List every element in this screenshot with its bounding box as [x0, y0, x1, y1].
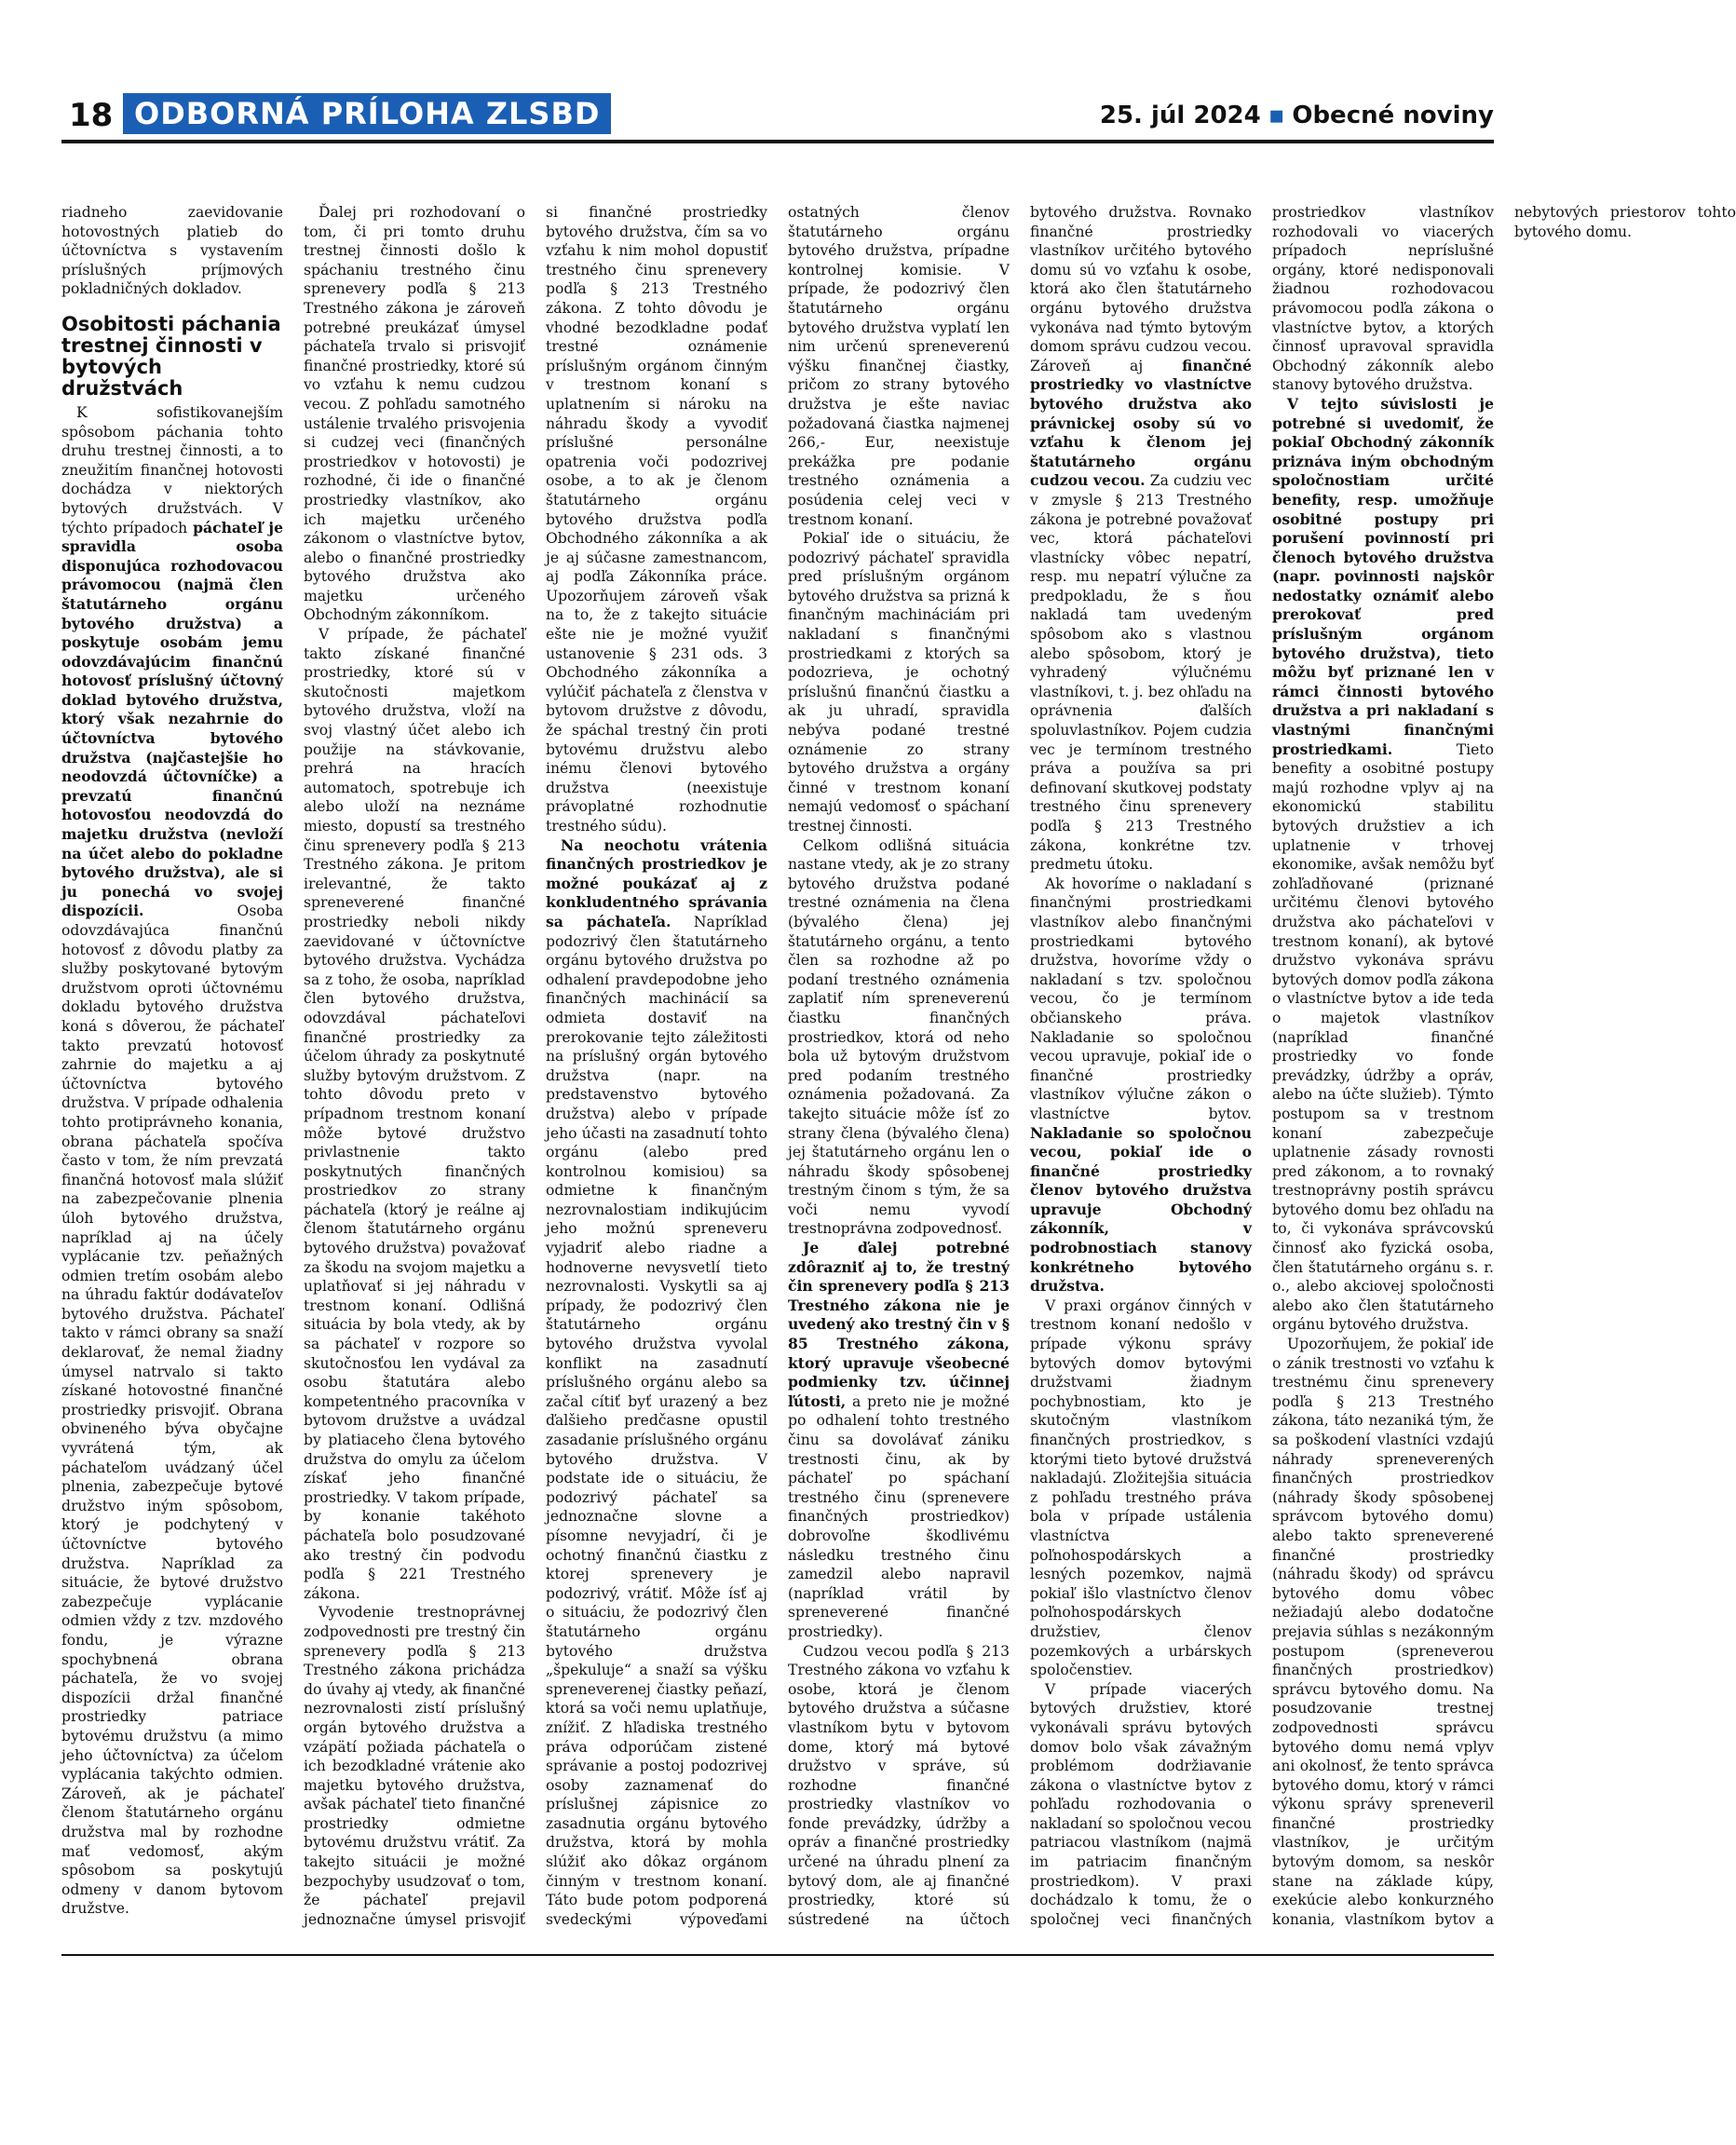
subheading: Osobitosti páchania trestnej činnosti v bytových družstvách — [61, 312, 281, 400]
separator-square-icon: ▪ — [1268, 102, 1285, 129]
paragraph: Upozorňujem, že pokiaľ ide o zánik trestnosti vo vzťahu k trestnému činu sprenevery podľa § 213 Trestného zákona, táto nezaniká tým, že sa poškodení vlastníci vzdajú náhrady spreneverených finančných prostriedkov (náhrady škody spôsobenej správcom bytového domu) alebo takto spreneverené finančné prostriedky (náhradu škody) od správcu bytového domu vôbec nežiadajú alebo dodatočne prejavia súhlas s nezákonným postupom (spreneverou finančných prostriedkov) správcu bytového domu. Na posudzovanie trestnej zodpovednosti správcu bytového domu nemá vplyv ani okolnosť, že tento správca bytového domu, ktorý v rámci výkonu správy spreneveril finančné prostriedky vlastníkov, je určitým bytovým domom, sa neskôr stane na základe kúpy, exekúcie alebo konkurzného konania, vlastníkom bytov a nebytových priestorov tohto bytového domu. — [1272, 204, 1736, 1928]
issue-date: 25. júl 2024 — [1099, 102, 1261, 129]
page-header — [61, 93, 1494, 140]
paragraph: Ak hovoríme o nakladaní s finančnými prostriedkami vlastníkov alebo finančnými prostriedkami bytového družstva, hovoríme vždy o nakladaní s tzv. spoločnou vecou, čo je termínom občianskeho práva. Nakladanie so spoločnou vecou upravuje, pokiaľ ide o finančné prostriedky vlastníkov výlučne zákon o vlastníctve bytov. Nakladanie so spoločnou vecou, pokiaľ ide o finančné prostriedky členov bytového družstva upravuje Obchodný zákonník, v podrobnostiach stanovy konkrétneho bytového družstva. — [1030, 875, 1252, 1296]
issue-info — [1100, 97, 1494, 134]
paragraph: V tejto súvislosti je potrebné si uvedomiť, že pokiaľ Obchodný zákonník priznáva iným obchodným spoločnostiam určité benefity, resp. umožňuje osobitné postupy pri porušení povinností pri členoch bytového družstva (napr. povinnosti najskôr nedostatky oznámiť alebo prerokovať pred príslušným orgánom bytového družstva), tieto môžu byť priznané len v rámci činnosti bytového družstva a pri nakladaní s vlastnými finančnými prostriedkami. Tieto benefity a osobitné postupy majú rozhodne vplyv aj na ekonomickú stabilitu bytových družstiev a ich uplatnenie v trhovej ekonomike, avšak nemôžu byť zohľadňované (priznané určitému členovi bytového družstva ako páchateľovi v trestnom konaní), ak bytové družstvo vykonáva správu bytových domov podľa zákona o vlastníctve bytov a ide teda o majetok vlastníkov (napríklad finančné prostriedky vo fonde prevádzky, údržby a opráv, alebo na účte služieb). Týmto postupom sa v trestnom konaní zabezpečuje uplatnenie zásady rovnosti pred zákonom, a to rovnaký trestnoprávny postih správcu bytového domu bez ohľadu na to, či vykonáva správcovskú činnosť ako fyzická osoba, člen štatutárneho orgánu s. r. o., alebo akciovej spoločnosti alebo ako člen štatutárneho orgánu bytového družstva. — [1272, 394, 1494, 1334]
section-label: ODBORNÁ PRÍLOHA ZLSBD — [123, 93, 611, 134]
page-number: 18 — [69, 97, 114, 134]
paragraph: K sofistikovanejším spôsobom páchania tohto druhu trestnej činnosti, a to zneužitím finančnej hotovosti dochádza v niektorých bytových družstvách. V týchto prípadoch páchateľ je spravidla osoba disponujúca rozhodovacou právomocou (najmä člen štatutárneho orgánu bytového družstva) a poskytuje osobám jemu odovzdávajúcim finančnú hotovosť príslušný účtovný doklad bytového družstva, ktorý však nezahrnie do účtovníctva bytového družstva (najčastejšie ho neodovzdá účtovníčke) a prevzatú finančnú hotovosťou neodovzdá do majetku družstva (nevloží na účet alebo do pokladne bytového družstva), ale si ju ponechá vo svojej dispozícii. Osoba odovzdávajúca finančnú hotovosť z dôvodu platby za služby poskytované bytovým družstvom oproti účtovnému dokladu bytového družstva koná s dôverou, že páchateľ takto prevzatú hotovosť zahrnie do majetku a aj účtovníctva bytového družstva. V prípade odhalenia tohto protiprávneho konania, obrana páchateľa spočíva často v tom, že ním prevzatá finančná hotovosť mala slúžiť na zabezpečovanie plnenia úloh bytového družstva, napríklad aj na účely vyplácanie tzv. peňažných odmien tretím osobám alebo na úhradu faktúr dodávateľov bytového družstva. Páchateľ takto v rámci obrany sa snaží deklarovať, že nemal žiadny úmysel natrvalo si takto získané hotovostné finančné prostriedky prisvojiť. Obrana obvineného býva obyčajne vyvrátená tým, ak páchateľom uvádzaný účel plnenia, zabezpečuje bytové družstvo iným spôsobom, ktorý je podchytený v účtovníctve bytového družstva. Napríklad za situácie, že bytové družstvo zabezpečuje vyplácanie odmien vždy z tzv. mzdového fondu, je výrazne spochybnená obrana páchateľa, že vo svojej dispozícii držal finančné prostriedky patriace bytovému družstvu (a mimo jeho účtovníctva) za účelom vyplácania takýchto odmien. Zároveň, ak je páchateľ členom štatutárneho orgánu družstva mal by rozhodne mať vedomosť, akým spôsobom sa poskytujú odmeny v danom bytovom družstve. — [61, 403, 283, 1918]
header-rule — [61, 140, 1494, 143]
paragraph: V prípade, že páchateľ takto získané finančné prostriedky, ktoré sú v skutočnosti majetkom bytového družstva, vloží na svoj vlastný účet alebo ich použije na stávkovanie, prehrá na hracích automatoch, spotrebuje ich alebo uloží na neznáme miesto, dopustí sa trestného činu sprenevery podľa § 213 Trestného zákona. Je pritom irelevantné, že takto spreneverené finančné prostriedky neboli nikdy zaevidované v účtovníctve bytového družstva. Vychádza sa z toho, že osoba, napríklad člen bytového družstva, odovzdával páchateľovi finančné prostriedky za účelom úhrady za poskytnuté služby bytovým družstvom. Z tohto dôvodu preto v prípadnom trestnom konaní môže bytové družstvo privlastnenie takto poskytnutých finančných prostriedkov zo strany páchateľa (ktorý je reálne aj členom štatutárneho orgánu bytového družstva) považovať za škodu na svojom majetku a uplatňovať si jej náhradu v trestnom konaní. Odlišná situácia by bola vtedy, ak by sa páchateľ v rozpore so skutočnosťou len vydával za osobu štatutára alebo kompetentného pracovníka v bytovom družstve a uvádzal by platiaceho člena bytového družstva do omylu za účelom získať jeho finančné prostriedky. V takom prípade, by konanie takéhoto páchateľa bolo posudzované ako trestný čin podvodu podľa § 221 Trestného zákona. — [304, 626, 525, 1602]
paragraph: Je ďalej potrebné zdôrazniť aj to, že trestný čin sprenevery podľa § 213 Trestného zákona nie je uvedený ako trestný čin v § 85 Trestného zákona, ktorý upravuje všeobecné podmienky tzv. účinnej ľútosti, a preto nie je možné po odhalení tohto trestného činu sa dovolávať zániku trestnosti činu, ak by páchateľ po spáchaní trestného činu (sprenevere finančných prostriedkov) dobrovoľne škodlivému následku trestného činu zamedzil alebo napravil (napríklad vrátil by spreneverené finančné prostriedky). — [788, 1239, 1010, 1640]
footer-rule — [61, 1954, 1494, 1956]
article-body — [61, 203, 1736, 1945]
paragraph: Celkom odlišná situácia nastane vtedy, ak je zo strany bytového družstva podané trestné oznámenia na člena (bývalého člena) jej štatutárneho orgánu, a tento člen sa rozhodne až po podaní trestného oznámenia zaplatiť ním spreneverenú čiastku finančných prostriedkov, ktorá od neho bola už bytovým družstvom pred podaním trestného oznámenia požadovaná. Za takejto situácie môže ísť zo strany člena (bývalého člena) jej štatutárneho orgánu len o náhradu škody spôsobenej trestným činom s tým, že sa voči nemu vyvodí trestnoprávna zodpovednosť. — [788, 836, 1010, 1238]
paragraph: Na neochotu vrátenia finančných prostriedkov je možné poukázať aj z konkludentného správania sa páchateľa. Napríklad podozrivý člen štatutárneho orgánu bytového družstva po odhalení pravdepodobne jeho finančných machinácií sa odmieta dostaviť na prerokovanie tejto záležitosti na príslušný orgán bytového družstva (napr. na predstavenstvo bytového družstva) alebo v prípade jeho účasti na zasadnutí tohto orgánu (alebo pred kontrolnou komisiou) sa odmietne k finančným nezrovnalostiam indikujúcim jeho možnú spreneveru vyjadriť alebo riadne a hodnoverne nevysvetlí tieto nezrovnalosti. Vyskytli sa aj prípady, že podozrivý člen štatutárneho orgánu bytového družstva vyvolal konflikt na zasadnutí príslušného orgánu alebo sa začal cítiť byť urazený a bez ďalšieho predčasne opustil zasadanie príslušného orgánu bytového družstva. V podstate ide o situáciu, že podozrivý páchateľ sa jednoznačne slovne a písomne nevyjadrí, či je ochotný finančnú čiastku z ktorej sprenevery je podozrivý, vrátiť. Môže ísť aj o situáciu, že podozrivý člen štatutárneho orgánu bytového družstva „špekuluje“ a snaží sa výšku spreneverenej čiastky peňazí, ktorá sa voči nemu uplatňuje, znížiť. Z hľadiska trestného práva odporúčam zistené správanie a postoj podozrivej osoby zaznamenať do príslušnej zápisnice zo zasadnutia orgánu bytového družstva, ktorá by mohla slúžiť ako dôkaz orgánom činným v trestnom konaní. Táto bude potom podporená svedeckými výpoveďami ostatných členov štatutárneho orgánu bytového družstva, prípadne kontrolnej komisie. V prípade, že podozrivý člen štatutárneho orgánu bytového družstva vyplatí len nim určenú spreneverenú výšku finančnej čiastky, pričom zo strany bytového družstva je ešte naviac požadovaná čiastka najmenej 266,- Eur, neexistuje prekážka pre podanie trestného oznámenia a posúdenia celej veci v trestnom konaní. — [546, 204, 1010, 1928]
publication-name: Obecné noviny — [1292, 102, 1494, 129]
paragraph: Pokiaľ ide o situáciu, že podozrivý páchateľ spravidla pred príslušným orgánom bytového družstva sa prizná k finančným machináciám pri nakladaní s finančnými prostriedkami z ktorých sa podozrieva, je ochotný príslušnú finančnú čiastku a ak ju uhradí, spravidla nebýva podané trestné oznámenie zo strany bytového družstva a orgány činné v trestnom konaní nemajú vedomosť o spáchaní trestnej činnosti. — [788, 530, 1010, 835]
paragraph: Cudzou vecou podľa § 213 Trestného zákona vo vzťahu k osobe, ktorá je členom bytového družstva a súčasne vlastníkom bytu v bytovom dome, ktorý má bytové družstvo v správe, sú rozhodne finančné prostriedky vlastníkov vo fonde prevádzky, údržby a opráv a finančné prostriedky určené na úhradu plnení za bytový dom, ale aj finančné prostriedky, ktoré sú sústredené na účtoch bytového družstva. Rovnako finančné prostriedky vlastníkov určitého bytového domu sú vo vzťahu k osobe, ktorá ako člen štatutárneho orgánu bytového družstva vykonáva nad týmto bytovým domom správu cudzou vecou. Zároveň aj finančné prostriedky vo vlastníctve bytového družstva ako právnickej osoby sú vo vzťahu k členom jej štatutárneho orgánu cudzou vecou. Za cudziu vec v zmysle § 213 Trestného zákona je potrebné považovať vec, ktorá páchateľovi vlastnícky vôbec nepatrí, resp. mu nepatrí výlučne za predpokladu, že s ňou nakladá tam uvedeným spôsobom ako s vlastnou alebo spôsobom, ktorý je vyhradený výlučnému vlastníkovi, t. j. bez ohľadu na oprávnenia ďalších spoluvlastníkov. Pojem cudzia vec je termínom trestného práva a používa sa pri definovaní skutkovej podstaty trestného činu sprenevery podľa § 213 Trestného zákona, konkrétne tzv. predmetu útoku. — [788, 204, 1252, 1928]
paragraph: Vyvodenie trestnoprávnej zodpovednosti pre trestný čin sprenevery podľa § 213 Trestného zákona prichádza do úvahy aj vtedy, ak finančné nezrovnalosti zistí príslušný orgán bytového družstva a vzápätí požiada páchateľa o ich bezodkladné vrátenie ako majetku bytového družstva, avšak páchateľ tieto finančné prostriedky odmietne bytovému družstvu vrátiť. Za takejto situácii je možné bezpochyby usudzovať o tom, že páchateľ prejavil jednoznačne úmysel prisvojiť si finančné prostriedky bytového družstva, čím sa vo vzťahu k nim mohol dopustiť trestného činu sprenevery podľa § 213 Trestného zákona. Z tohto dôvodu je vhodné bezodkladne podať trestné oznámenie príslušným orgánom činným v trestnom konaní s uplatnením si nároku na náhradu škody a vyvodiť príslušné personálne opatrenia voči podozrivej osobe, a to ak je členom štatutárneho orgánu bytového družstva podľa Obchodného zákonníka a ak je aj súčasne zamestnancom, aj podľa Zákonníka práce. Upozorňujem zároveň však na to, že z takejto situácie ešte nie je možné využiť ustanovenie § 231 ods. 3 Obchodného zákonníka a vylúčiť páchateľa z členstva v bytovom družstve z dôvodu, že spáchal trestný čin proti bytovému družstvu alebo inému členovi bytového družstva (neexistuje právoplatné rozhodnutie trestného súdu). — [304, 204, 767, 1928]
paragraph: V prípade viacerých bytových družstiev, ktoré vykonávali správu bytových domov bolo však závažným problémom dodržiavanie zákona o vlastníctve bytov z pohľadu rozhodovania o nakladaní so spoločnou vecou patriacou vlastníkom (najmä im patriacim finančným prostriedkom). V praxi dochádzalo k tomu, že o spoločnej veci finančných prostriedkov vlastníkov rozhodovali vo viacerých prípadoch nepríslušné orgány, ktoré nedisponovali žiadnou rozhodovacou právomocou podľa zákona o vlastníctve bytov, a ktorých činnosť upravoval spravidla Obchodný zákonník alebo stanovy bytového družstva. — [1030, 204, 1494, 1928]
paragraph: V praxi orgánov činných v trestnom konaní nedošlo v prípade výkonu správy bytových domov bytovými družstvami žiadnym pochybnostiam, kto je skutočným vlastníkom finančných prostriedkov, s ktorými tieto bytové družstvá nakladajú. Zložitejšia situácia z pohľadu trestného práva bola v prípade ustálenia vlastníctva poľnohospodárskych a lesných pozemkov, najmä pokiaľ išlo vlastníctvo členov poľnohospodárskych družstiev, členov pozemkových a urbárskych spoločenstiev. — [1030, 1297, 1252, 1679]
paragraph: riadneho zaevidovanie hotovostných platieb do účtovníctva s vystavením príslušných príjmových pokladničných dokladov. — [61, 204, 283, 298]
paragraph: Ďalej pri rozhodovaní o tom, či pri tomto druhu trestnej činnosti došlo k spáchaniu trestného činu sprenevery podľa § 213 Trestného zákona je zároveň potrebné preukázať úmysel páchateľa trvalo si prisvojiť finančné prostriedky, ktoré sú vo vzťahu k nemu cudzou vecou. Z pohľadu samotného ustálenie trvalého prisvojenia si cudzej veci (finančných prostriedkov v hotovosti) je rozhodné, či ide o finančné prostriedky vlastníkov, ako ich majetku určeného zákonom o vlastníctve bytov, alebo o finančné prostriedky bytového družstva ako majetku určeného Obchodným zákonníkom. — [304, 204, 525, 624]
